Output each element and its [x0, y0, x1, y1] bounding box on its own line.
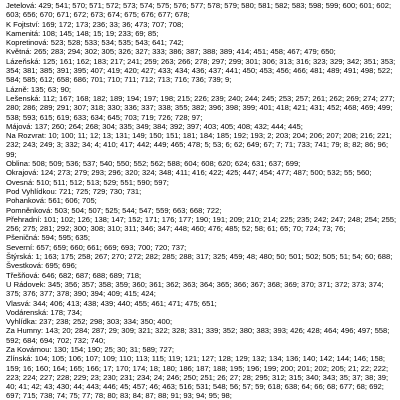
street-entry: Pšeničná: 594; 595; 635; [6, 233, 91, 243]
street-entry: Pohanková: 561; 606; 705; [6, 196, 97, 206]
street-entry: K Fojtství: 169; 172; 173; 236; 33; 36; 473; 707; 708; [6, 19, 184, 29]
street-entry: Květná: 265; 283; 294; 302; 305; 326; 327; 333; 386; 387; 388; 389; 414; 451; 458; 467; 479; 650; [6, 47, 336, 57]
street-entry: Vlasvá: 344; 406; 413; 438; 439; 440; 455; 461; 471; 475; 651; [6, 298, 217, 308]
street-entry: Přehradní: 101; 102; 126; 138; 147; 152; 171; 176; 177; 190; 191; 209; 210; 214; 225; 235; 242; 247; 248; 254; 255; 256; 275; 281; 292; 300; 308; 310; 311; 346; 347; 448; 460; 476; 485; 52; 58; 61; 65; 70; 724; 73; 76; [6, 214, 397, 234]
street-entry: Zlínská: 104; 105; 106; 107; 109; 110; 113; 115; 119; 121; 127; 128; 129; 132; 134; 136; 140; 142; 144; 146; 158; 159; 16; 160; 164; 165; 166; 17; 170; 174; 18; 180; 186; 187; 188; 195; 196; 199; 200; 201; 202; 205; 21; 22; 222; 223; 224; 227; 228; 229; 23; 230; 231; 234; 24; 246; 250; 251; 26; 27; 28; 295; 312; 315; 340; 343; 35; 37; 38; 39; 40; 41; 42; 43; 430; 44; 443; 446; 45; 457; 46; 463; 516; 531; 548; 56; 57; 59; 618; 638; 64; 66; 68; 677; 68; 692; 697; 715; 738; 74; 75; 77; 78; 80; 83; 84; 87; 88; 91; 93; 94; 95; 98; [6, 354, 389, 400]
street-entry: Za Humny: 143; 20; 284; 287; 29; 309; 321; 322; 328; 331; 339; 352; 380; 383; 393; 426; 428; 464; 496; 497; 558; 592; 684; 694; 702; 732; 740; [6, 326, 390, 345]
street-entry: Ovesná: 510; 511; 512; 513; 529; 551; 590; 597; [6, 177, 169, 187]
street-entry: U Rádovek: 345; 356; 357; 358; 359; 360; 361; 362; 363; 364; 365; 366; 367; 368; 369; 370; 371; 372; 373; 374; 375; 376; 377; 378; 390; 394; 409; 415; 424; [6, 279, 384, 299]
street-entry: Lázně: 135; 63; 90; [6, 84, 72, 94]
street-entry: Jetelová: 429; 541; 570; 571; 572; 573; 574; 575; 576; 577; 578; 579; 580; 581; 582; 583; 598; 599; 600; 601; 602; 603; 656; 670; 671; 672; 673; 674; 675; 676; 677; 678; [6, 1, 392, 20]
street-entry: Na Rozvrat: 10; 100; 11; 12; 13; 131; 149; 150; 151; 181; 184; 185; 192; 193; 2; 203; 204; 206; 207; 208; 216; 221; 232; 243; 249; 3; 332; 34; 4; 410; 417; 442; 449; 465; 478; 5; 53; 6; 62; 649; 67; 7; 71; 733; 741; 79; 8; 82; 86; 96; 99; [6, 131, 392, 159]
street-entry: Za Kovárnou: 130; 154; 190; 25; 30; 31; 589; 727; [6, 344, 175, 354]
street-entry: Severní: 657; 659; 660; 661; 669; 693; 700; 720; 737; [6, 242, 187, 252]
street-entry: Vodárenská: 178; 734; [6, 307, 82, 317]
street-entry: Kamenitá: 108; 145; 148; 15; 19; 233; 69; 85; [6, 28, 159, 38]
street-entry: Lázeňská: 125; 161; 162; 183; 217; 241; 259; 263; 266; 278; 297; 299; 301; 306; 313; 316; 323; 329; 342; 351; 353; 354; 381; 385; 391; 395; 407; 419; 420; 427; 433; 434; 436; 437; 441; 450; 453; 456; 466; 481; 489; 491; 498; 522; 584; 585; 612; 658; 686; 701; 710; 711; 712; 713; 716; 736; 739; 9; [6, 56, 396, 85]
street-entry: Pomněnková: 503; 504; 507; 525; 544; 547; 559; 663; 668; 722; [6, 205, 222, 215]
street-entry: Štýrská: 1; 163; 175; 258; 267; 270; 272; 282; 285; 288; 317; 325; 459; 48; 480; 50; 501; 502; 505; 51; 54; 60; 688; [6, 252, 393, 262]
street-entry: Okrajová: 124; 273; 279; 293; 296; 320; 324; 348; 411; 416; 422; 425; 447; 454; 477; 487; 500; 532; 55; 560; [6, 168, 372, 178]
street-entry: Třešňová: 646; 682; 687; 688; 689; 718; [6, 270, 142, 280]
street-entry: Kopretinová: 523; 528; 533; 534; 535; 543; 641; 742; [6, 38, 184, 48]
street-entry: Pod Vyhlídkou: 721; 725; 729; 730; 731; [6, 186, 142, 196]
street-entry: Vyhlídka: 237; 238; 252; 298; 303; 334; 350; 400; [6, 317, 173, 327]
street-entry: Lešenská: 112; 167; 168; 182; 189; 194; 197; 198; 215; 226; 239; 240; 244; 245; 253; 257; 261; 262; 269; 274; 277; 280; 286; 289; 291; 307; 318; 330; 336; 337; 338; 355; 382; 396; 398; 399; 401; 418; 421; 431; 452; 468; 469; 499; 538; 593; 615; 619; 633; 634; 645; 703; 719; 726; 728; 97; [6, 93, 395, 122]
street-entry: Švestková: 695; 696; [6, 261, 77, 271]
street-entry: Májová: 137; 260; 264; 268; 304; 335; 349; 384; 392; 397; 403; 405; 408; 432; 444; 445; [6, 121, 303, 131]
street-entry: Oblina: 508; 509; 536; 537; 540; 550; 552; 562; 588; 604; 608; 620; 624; 631; 637; 699; [6, 159, 301, 169]
